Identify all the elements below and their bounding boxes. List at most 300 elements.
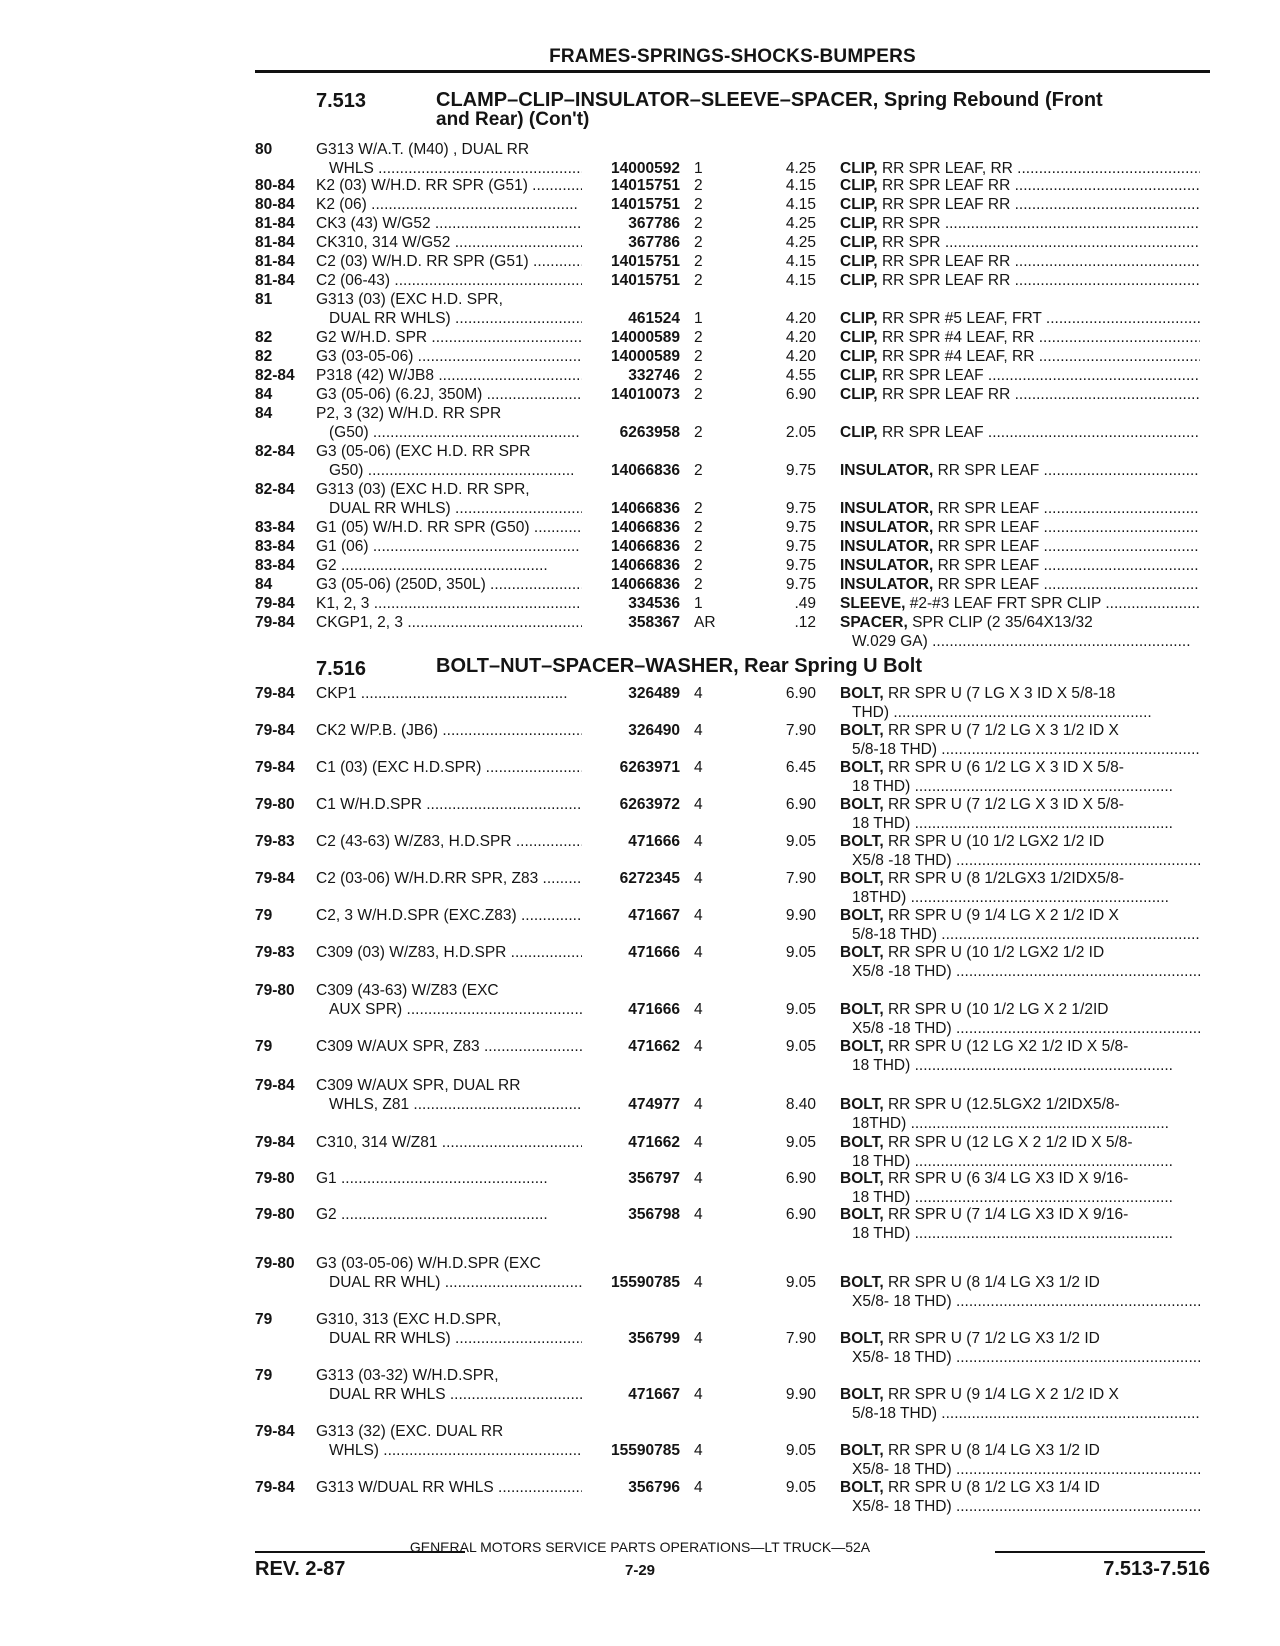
application-line: G3 (03-05-06) .....: [316, 347, 582, 366]
part-name: BOLT,: [840, 944, 884, 961]
application-line: C309 (43-63) W/Z83 (EXC: [316, 982, 499, 999]
description: [840, 1169, 1200, 1207]
part-name: BOLT,: [840, 907, 884, 924]
quantity: 4: [694, 907, 703, 924]
part-spec: RR SPR U (6 3/4 LG X3 ID X 9/16-: [887, 1170, 1129, 1187]
section-title-line-2: and Rear) (Con't): [436, 109, 590, 130]
quantity: AR: [694, 614, 716, 631]
part-name: CLIP,: [840, 177, 878, 194]
application: [316, 366, 582, 385]
price: 6.90: [785, 796, 816, 813]
description: [840, 1441, 1200, 1479]
part-number: 471662: [628, 1038, 680, 1055]
part-spec: RR SPR U (12 LG X2 1/2 ID X 5/8-: [887, 1038, 1129, 1055]
part-number: 14000589: [611, 329, 680, 346]
part-number: 14000592: [611, 160, 680, 177]
part-spec: RR SPR #4 LEAF, RR: [881, 348, 1035, 365]
price: 4.20: [785, 310, 816, 327]
part-spec: RR SPR U (7 1/4 LG X3 ID X 9/16-: [887, 1206, 1129, 1223]
application: [316, 480, 582, 518]
price: 6.90: [785, 386, 816, 403]
part-name: BOLT,: [840, 1386, 884, 1403]
description: [840, 684, 1200, 722]
part-spec: RR SPR LEAF: [937, 576, 1040, 593]
part-number: 14066836: [611, 557, 680, 574]
part-number: 367786: [628, 215, 680, 232]
application: [316, 252, 582, 271]
part-spec: RR SPR U (7 LG X 3 ID X 5/8-18: [887, 685, 1116, 702]
price: 4.55: [785, 367, 816, 384]
part-spec: RR SPR LEAF RR: [881, 196, 1011, 213]
part-number: 14066836: [611, 576, 680, 593]
part-name: BOLT,: [840, 1170, 884, 1187]
part-number: 14015751: [611, 272, 680, 289]
quantity: 2: [694, 500, 703, 517]
model-years: 84: [255, 386, 273, 403]
quantity: 1: [694, 160, 703, 177]
application: [316, 140, 582, 178]
application-line: CK310, 314 W/G52 .....: [316, 233, 582, 252]
part-number: 6272345: [619, 870, 680, 887]
price: 4.15: [785, 253, 816, 270]
quantity: 2: [694, 253, 703, 270]
description: [840, 423, 1200, 442]
quantity: 2: [694, 272, 703, 289]
model-years: 79-84: [255, 870, 295, 887]
part-number: 6263958: [619, 424, 680, 441]
application-line: C1 W/H.D.SPR .....: [316, 795, 582, 814]
application: [316, 1169, 582, 1188]
application-line: G313 W/A.T. (M40) , DUAL RR: [316, 141, 530, 158]
application-line: DUAL RR WHLS .....: [316, 1385, 582, 1404]
section-title: [436, 656, 922, 676]
part-spec: RR SPR LEAF, RR: [881, 160, 1013, 177]
model-years: 82-84: [255, 443, 295, 460]
application-line: C2 (03-06) W/H.D.RR SPR, Z83 .....: [316, 869, 582, 888]
application-line: G1 (05) W/H.D. RR SPR (G50) .....: [316, 518, 582, 537]
part-spec: #2-#3 LEAF FRT SPR CLIP: [909, 595, 1102, 612]
price: 6.45: [785, 759, 816, 776]
application-line: C1 (03) (EXC H.D.SPR) .....: [316, 758, 582, 777]
model-years: 79-84: [255, 722, 295, 739]
application: [316, 1478, 582, 1497]
application-line: G313 (03) (EXC H.D. SPR,: [316, 291, 503, 308]
part-number: 14010073: [611, 386, 680, 403]
part-spec: 18 THD): [852, 1189, 911, 1206]
part-name: CLIP,: [840, 272, 878, 289]
part-spec: X5/8- 18 THD): [852, 1498, 952, 1515]
quantity: 2: [694, 462, 703, 479]
price: 6.90: [785, 1170, 816, 1187]
part-spec: RR SPR #5 LEAF, FRT: [881, 310, 1042, 327]
part-spec: RR SPR LEAF: [881, 367, 984, 384]
description: [840, 556, 1200, 575]
model-years: 83-84: [255, 557, 295, 574]
application-line: (G50) .....: [316, 423, 582, 442]
application: [316, 442, 582, 480]
price: 9.90: [785, 907, 816, 924]
application-line: C310, 314 W/Z81 .....: [316, 1133, 582, 1152]
part-spec: 18 THD): [852, 815, 911, 832]
application: [316, 233, 582, 252]
application-line: P318 (42) W/JB8 .....: [316, 366, 582, 385]
description: [840, 1037, 1200, 1075]
part-number: 14066836: [611, 500, 680, 517]
price: 4.25: [785, 234, 816, 251]
price: 8.40: [785, 1096, 816, 1113]
model-years: 80-84: [255, 177, 295, 194]
page-header-title: FRAMES-SPRINGS-SHOCKS-BUMPERS: [549, 46, 916, 67]
price: 4.15: [785, 272, 816, 289]
application-line: DUAL RR WHL) .....: [316, 1273, 582, 1292]
application-line: G1 .....: [316, 1169, 582, 1188]
part-name: BOLT,: [840, 1330, 884, 1347]
part-name: CLIP,: [840, 329, 878, 346]
description: [840, 385, 1200, 404]
part-spec: RR SPR LEAF RR: [881, 177, 1011, 194]
part-name: BOLT,: [840, 1134, 884, 1151]
quantity: 4: [694, 1479, 703, 1496]
application: [316, 1133, 582, 1152]
part-spec: X5/8 -18 THD): [852, 852, 952, 869]
model-years: 79-84: [255, 759, 295, 776]
part-spec: 18 THD): [852, 778, 911, 795]
application: [316, 347, 582, 366]
price: 9.05: [785, 1001, 816, 1018]
application: [316, 1076, 582, 1114]
part-number: 356798: [628, 1206, 680, 1223]
part-name: CLIP,: [840, 310, 878, 327]
application-line: C309 W/AUX SPR, Z83 .....: [316, 1037, 582, 1056]
price: 7.90: [785, 722, 816, 739]
part-name: INSULATOR,: [840, 557, 934, 574]
price: .12: [794, 614, 816, 631]
application: [316, 1254, 582, 1292]
price: 7.90: [785, 870, 816, 887]
part-number: 326490: [628, 722, 680, 739]
price: 9.05: [785, 1479, 816, 1496]
application-line: CK2 W/P.B. (JB6) .....: [316, 721, 582, 740]
part-spec: RR SPR U (7 1/2 LG X3 1/2 ID: [887, 1330, 1100, 1347]
part-name: CLIP,: [840, 367, 878, 384]
price: 9.05: [785, 1442, 816, 1459]
application: [316, 271, 582, 290]
part-number: 15590785: [611, 1274, 680, 1291]
application-line: P2, 3 (32) W/H.D. RR SPR: [316, 405, 502, 422]
price: 9.90: [785, 1386, 816, 1403]
part-spec: RR SPR U (10 1/2 LGX2 1/2 ID: [887, 944, 1105, 961]
part-number: 471666: [628, 1001, 680, 1018]
part-name: BOLT,: [840, 1096, 884, 1113]
description: [840, 233, 1200, 252]
application-line: G3 (03-05-06) W/H.D.SPR (EXC: [316, 1255, 541, 1272]
part-number: 332746: [628, 367, 680, 384]
model-years: 79-84: [255, 1077, 295, 1094]
section-title-line-1: CLAMP–CLIP–INSULATOR–SLEEVE–SPACER, Spring Rebound (Front: [436, 89, 1103, 111]
application: [316, 832, 582, 851]
application: [316, 1422, 582, 1460]
part-name: CLIP,: [840, 215, 878, 232]
part-name: INSULATOR,: [840, 519, 934, 536]
application-line: CKGP1, 2, 3 .....: [316, 613, 582, 632]
application-line: WHLS) .....: [316, 1441, 582, 1460]
model-years: 79-80: [255, 1206, 295, 1223]
model-years: 79-83: [255, 944, 295, 961]
application: [316, 1037, 582, 1056]
part-spec: RR SPR U (12 LG X 2 1/2 ID X 5/8-: [887, 1134, 1133, 1151]
application: [316, 943, 582, 962]
description: [840, 309, 1200, 328]
price: 6.90: [785, 685, 816, 702]
price: 9.05: [785, 1274, 816, 1291]
model-years: 79-84: [255, 1479, 295, 1496]
part-name: BOLT,: [840, 759, 884, 776]
application-line: DUAL RR WHLS) .....: [316, 1329, 582, 1348]
price: 4.20: [785, 329, 816, 346]
model-years: 79-84: [255, 1423, 295, 1440]
part-name: CLIP,: [840, 424, 878, 441]
quantity: 1: [694, 595, 703, 612]
application-line: G2 W/H.D. SPR .....: [316, 328, 582, 347]
part-name: BOLT,: [840, 1274, 884, 1291]
application-line: C2 (03) W/H.D. RR SPR (G51) .....: [316, 252, 582, 271]
application-line: G313 (03) (EXC H.D. RR SPR,: [316, 481, 530, 498]
description: [840, 537, 1200, 556]
part-spec: RR SPR U (9 1/4 LG X 2 1/2 ID X: [887, 1386, 1119, 1403]
section-range: 7.513-7.516: [1103, 1558, 1210, 1580]
model-years: 84: [255, 405, 273, 422]
description: [840, 906, 1200, 944]
quantity: 2: [694, 538, 703, 555]
description: [840, 795, 1200, 833]
application-line: C309 (03) W/Z83, H.D.SPR .....: [316, 943, 582, 962]
part-spec: RR SPR LEAF: [937, 462, 1040, 479]
part-spec: RR SPR U (7 1/2 LG X 3 ID X 5/8-: [887, 796, 1124, 813]
quantity: 4: [694, 1001, 703, 1018]
part-number: 367786: [628, 234, 680, 251]
part-spec: RR SPR: [881, 234, 941, 251]
quantity: 4: [694, 1170, 703, 1187]
section-number: 7.513: [316, 90, 367, 112]
quantity: 4: [694, 1330, 703, 1347]
application: [316, 556, 582, 575]
part-spec: 18 THD): [852, 1153, 911, 1170]
application-line: DUAL RR WHLS) .....: [316, 499, 582, 518]
quantity: 2: [694, 424, 703, 441]
application-line: G313 (32) (EXC. DUAL RR: [316, 1423, 504, 1440]
part-spec: 18THD): [852, 889, 907, 906]
application-line: G3 (05-06) (6.2J, 350M) .....: [316, 385, 582, 404]
description: [840, 1273, 1200, 1311]
part-spec: X5/8- 18 THD): [852, 1349, 952, 1366]
model-years: 79: [255, 907, 273, 924]
quantity: 4: [694, 870, 703, 887]
part-name: BOLT,: [840, 685, 884, 702]
price: 9.75: [785, 462, 816, 479]
part-name: INSULATOR,: [840, 538, 934, 555]
price: 9.05: [785, 1134, 816, 1151]
part-spec: RR SPR LEAF RR: [881, 253, 1011, 270]
price: 2.05: [785, 424, 816, 441]
model-years: 79-84: [255, 595, 295, 612]
part-number: 358367: [628, 614, 680, 631]
header-rule: [255, 70, 1210, 73]
description: [840, 461, 1200, 480]
description: [840, 758, 1200, 796]
application: [316, 1205, 582, 1224]
application-line: C2 (43-63) W/Z83, H.D.SPR .....: [316, 832, 582, 851]
model-years: 82-84: [255, 367, 295, 384]
application-line: WHLS .....: [316, 159, 582, 178]
part-spec: 18THD): [852, 1115, 907, 1132]
application-line: K1, 2, 3 .....: [316, 594, 582, 613]
part-number: 6263972: [619, 796, 680, 813]
part-name: INSULATOR,: [840, 500, 934, 517]
quantity: 4: [694, 1206, 703, 1223]
description: [840, 195, 1200, 214]
part-spec: RR SPR U (8 1/4 LG X3 1/2 ID: [887, 1442, 1100, 1459]
application-line: AUX SPR) .....: [316, 1000, 582, 1019]
application: [316, 1310, 582, 1348]
quantity: 2: [694, 329, 703, 346]
part-number: 326489: [628, 685, 680, 702]
part-name: BOLT,: [840, 1479, 884, 1496]
model-years: 79: [255, 1311, 273, 1328]
part-name: SLEEVE,: [840, 595, 906, 612]
part-name: INSULATOR,: [840, 462, 934, 479]
part-number: 14066836: [611, 519, 680, 536]
price: 6.90: [785, 1206, 816, 1223]
part-number: 356797: [628, 1170, 680, 1187]
part-spec: RR SPR: [881, 215, 941, 232]
part-number: 356796: [628, 1479, 680, 1496]
description: [840, 1385, 1200, 1423]
application: [316, 721, 582, 740]
quantity: 2: [694, 196, 703, 213]
part-name: BOLT,: [840, 1442, 884, 1459]
part-number: 14015751: [611, 177, 680, 194]
part-spec: 5/8-18 THD): [852, 926, 937, 943]
model-years: 79-84: [255, 614, 295, 631]
price: 9.75: [785, 500, 816, 517]
part-spec: RR SPR LEAF: [937, 538, 1040, 555]
quantity: 4: [694, 833, 703, 850]
model-years: 84: [255, 576, 273, 593]
quantity: 4: [694, 759, 703, 776]
part-spec: 18 THD): [852, 1057, 911, 1074]
price: 4.15: [785, 196, 816, 213]
description: [840, 721, 1200, 759]
part-name: CLIP,: [840, 196, 878, 213]
part-spec: RR SPR U (6 1/2 LG X 3 ID X 5/8-: [887, 759, 1124, 776]
application-line: G310, 313 (EXC H.D.SPR,: [316, 1311, 502, 1328]
part-number: 14000589: [611, 348, 680, 365]
quantity: 2: [694, 367, 703, 384]
quantity: 4: [694, 685, 703, 702]
part-name: SPACER,: [840, 614, 908, 631]
model-years: 80-84: [255, 196, 295, 213]
part-spec: X5/8- 18 THD): [852, 1461, 952, 1478]
part-spec: X5/8- 18 THD): [852, 1293, 952, 1310]
application-line: G313 W/DUAL RR WHLS .....: [316, 1478, 582, 1497]
application: [316, 594, 582, 613]
description: [840, 832, 1200, 870]
model-years: 79: [255, 1038, 273, 1055]
application: [316, 613, 582, 632]
part-number: 356799: [628, 1330, 680, 1347]
part-spec: X5/8 -18 THD): [852, 963, 952, 980]
application: [316, 869, 582, 888]
description: [840, 1095, 1200, 1133]
application-line: G1 (06) .....: [316, 537, 582, 556]
application: [316, 404, 582, 442]
price: 4.15: [785, 177, 816, 194]
application-line: G2 .....: [316, 1205, 582, 1224]
price: 4.20: [785, 348, 816, 365]
model-years: 82: [255, 329, 273, 346]
description: [840, 594, 1200, 613]
price: 9.05: [785, 944, 816, 961]
footer-publisher: GENERAL MOTORS SERVICE PARTS OPERATIONS—LT TRUCK—52A: [409, 1539, 871, 1555]
description: [840, 1205, 1200, 1243]
part-spec: RR SPR U (9 1/4 LG X 2 1/2 ID X: [887, 907, 1119, 924]
price: .49: [794, 595, 816, 612]
application: [316, 290, 582, 328]
part-name: BOLT,: [840, 796, 884, 813]
model-years: 79-80: [255, 1255, 295, 1272]
quantity: 4: [694, 1038, 703, 1055]
part-spec: RR SPR U (12.5LGX2 1/2IDX5/8-: [887, 1096, 1120, 1113]
application-line: CK3 (43) W/G52 .....: [316, 214, 582, 233]
part-spec: RR SPR LEAF: [937, 500, 1040, 517]
section-title: [436, 90, 1103, 130]
quantity: 4: [694, 1386, 703, 1403]
quantity: 4: [694, 1274, 703, 1291]
application-line: G2 .....: [316, 556, 582, 575]
model-years: 83-84: [255, 519, 295, 536]
description: [840, 518, 1200, 537]
part-spec: RR SPR LEAF RR: [881, 386, 1011, 403]
part-spec: RR SPR LEAF RR: [881, 272, 1011, 289]
application: [316, 214, 582, 233]
description: [840, 1478, 1200, 1516]
part-spec: 5/8-18 THD): [852, 1405, 937, 1422]
part-number: 14015751: [611, 196, 680, 213]
description: [840, 271, 1200, 290]
model-years: 81-84: [255, 215, 295, 232]
model-years: 81-84: [255, 272, 295, 289]
price: 9.75: [785, 538, 816, 555]
part-number: 461524: [628, 310, 680, 327]
description: [840, 869, 1200, 907]
part-spec: RR SPR U (7 1/2 LG X 3 1/2 ID X: [887, 722, 1119, 739]
part-number: 14066836: [611, 462, 680, 479]
quantity: 4: [694, 796, 703, 813]
part-number: 15590785: [611, 1442, 680, 1459]
description: [840, 214, 1200, 233]
part-name: CLIP,: [840, 386, 878, 403]
application: [316, 176, 582, 195]
application: [316, 758, 582, 777]
application: [316, 575, 582, 594]
price: 4.25: [785, 215, 816, 232]
part-spec: 18 THD): [852, 1225, 911, 1242]
model-years: 79-83: [255, 833, 295, 850]
description: [840, 1329, 1200, 1367]
part-number: 14015751: [611, 253, 680, 270]
quantity: 2: [694, 519, 703, 536]
part-name: BOLT,: [840, 1001, 884, 1018]
